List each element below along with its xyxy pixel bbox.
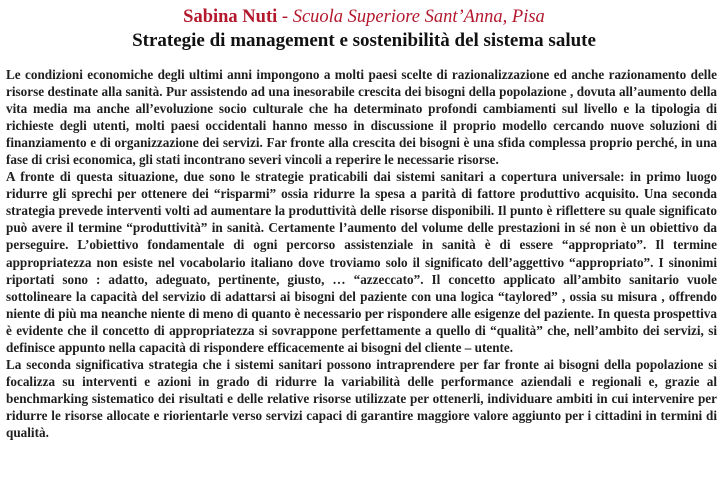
paragraph-2: A fronte di questa situazione, due sono le strategie praticabili dai sistemi sanitari a copertura universale: in primo luogo ridurre gli sprechi per ottenere dei “risparmi” ossia ridurre la spesa a parità di fattore produttivo acquisito. Una seconda strategia prevede interventi volti ad aumentare la produttività delle risorse disponibili. Il punto è riflettere su quale significato può avere il termine “produttività” in sanità. Certamente l’aumento del volume delle prestazioni in sé non è un obiettivo da perseguire. L’obiettivo fondamentale di ogni percorso assistenziale in sanità è di essere “appropriato”. Il termine appropriatezza non esiste nel vocabolario italiano dove troviamo solo il significato dell’aggettivo “appropriato”. I sinonimi riportati sono : adatto, adeguato, pertinente, giusto, … “azzeccato”. Il concetto applicato all’ambito sanitario vuole sottolineare la capacità del servizio di adattarsi ai bisogni del paziente con una logica “taylored” , ossia su misura , offrendo niente di più ma neanche niente di meno di quanto è necessario per rispondere alle esigenze del paziente. In questa prospettiva è evidente che il concetto di appropriatezza si sovrappone perfettamente a quello di “qualità” che, nell’ambito dei servizi, si definisce appunto nella capacità di rispondere efficacemente ai bisogni del cliente – utente.	[6, 169, 717, 355]
author-name: Sabina Nuti	[183, 7, 278, 27]
author-separator: -	[277, 7, 293, 27]
paragraph-3: La seconda significativa strategia che i sistemi sanitari possono intraprendere per far fronte ai bisogni della popolazione si focalizza su interventi e azioni in grado di ridurre la variabilità delle performance aziendali e regionali e, grazie al benchmarking sistematico dei risultati e delle relative risorse utilizzate per ottenerli, individuare ambiti in cui intervenire per ridurre le risorse allocate e riorientarle verso servizi capaci di garantire maggiore valore aggiunto per i cittadini in termini di qualità.	[6, 356, 717, 440]
article-title: Strategie di management e sostenibilità del sistema salute	[132, 30, 596, 51]
paragraph-1: Le condizioni economiche degli ultimi anni impongono a molti paesi scelte di razionalizzazione ed anche razionamento delle risorse destinate alla sanità. Pur assistendo ad una inesorabile crescita dei bisogni della popolazione , dovuta all’aumento della vita media ma anche all’evoluzione socio culturale che ha determinato profondi cambiamenti sul livello e la tipologia di richieste degli utenti, molti paesi occidentali hanno messo in discussione il proprio modello cercando nuove soluzioni di finanziamento e di organizzazione dei servizi. Far fronte alla crescita dei bisogni è una sfida complessa proprio perché, in una fase di crisi economica, gli stati incontrano severi vincoli a reperire le necessarie risorse.	[6, 67, 717, 168]
article-body	[6, 66, 717, 441]
article-header	[0, 6, 728, 53]
author-affiliation: Scuola Superiore Sant’Anna, Pisa	[292, 7, 545, 27]
author-line	[0, 6, 728, 28]
